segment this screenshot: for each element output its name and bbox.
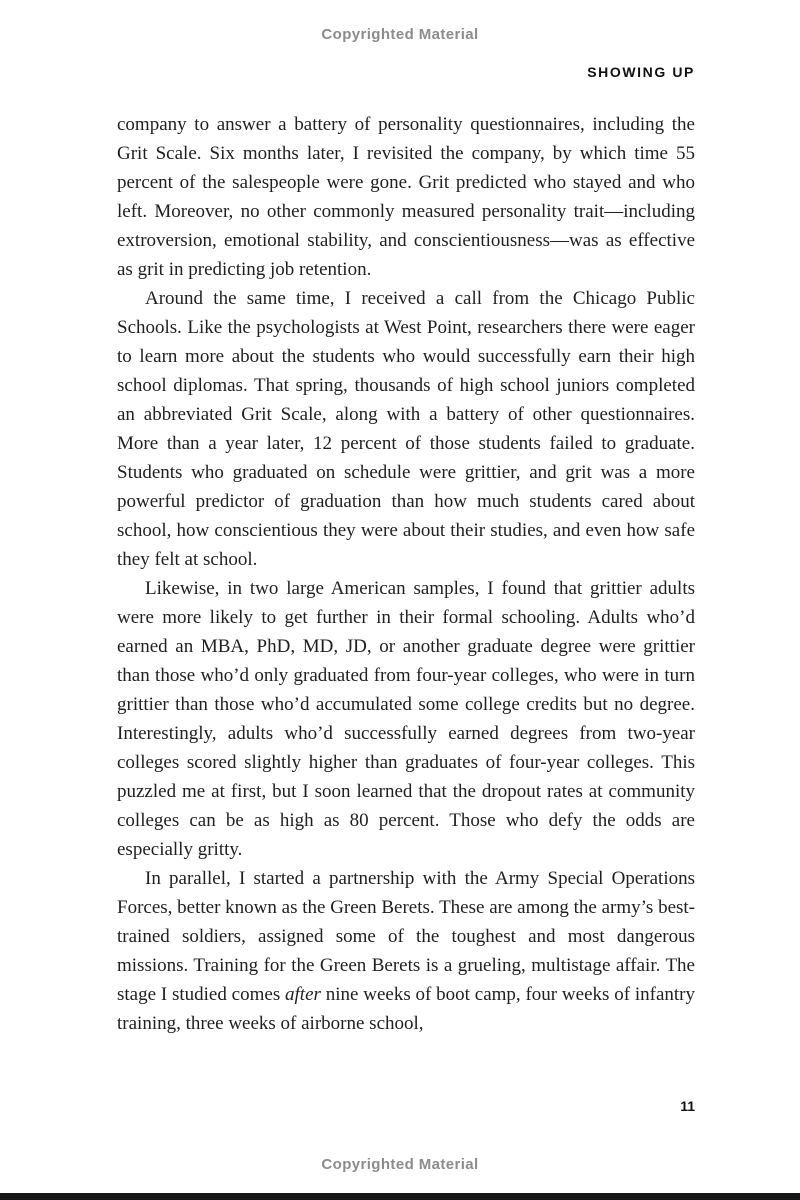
paragraph: [117, 864, 695, 1038]
copyright-notice-top: Copyrighted Material: [321, 26, 479, 43]
text-run: nine weeks of boot camp, four weeks of infantry training, three weeks of airborne school,: [117, 984, 695, 1034]
paragraph: [117, 110, 695, 284]
text-run: company to answer a battery of personality questionnaires, including the Grit Scale. Six months later, I revisited the company, by which time 55 percent of the salespeople were gone. Grit predicted who stayed and who left. Moreover, no other commonly measured personality trait—including extroversion, emotional stability, and conscientiousness—was as effective as grit in predicting job retention.: [117, 114, 695, 280]
text-run: Around the same time, I received a call from the Chicago Public Schools. Like the psychologists at West Point, researchers there were eager to learn more about the students who would successfully earn their high school diplomas. That spring, thousands of high school juniors completed an abbreviated Grit Scale, along with a battery of other questionnaires. More than a year later, 12 percent of those students failed to graduate. Students who graduated on schedule were grittier, and grit was a more powerful predictor of graduation than how much students cared about school, how conscientious they were about their studies, and even how safe they felt at school.: [117, 288, 695, 570]
scan-edge-bar: [0, 1193, 800, 1200]
italic-text-run: after: [285, 984, 321, 1005]
paragraph: [117, 284, 695, 574]
text-run: In parallel, I started a partnership with the Army Special Operations Forces, better known as the Green Berets. These are among the army’s best-trained soldiers, assigned some of the toughest and most dangerous missions. Training for the Green Berets is a grueling, multistage affair. The stage I studied comes: [117, 868, 695, 1005]
page-number: 11: [680, 1098, 695, 1114]
body-text: [117, 110, 695, 1038]
running-header: SHOWING UP: [587, 64, 695, 80]
paragraph: [117, 574, 695, 864]
copyright-notice-bottom: Copyrighted Material: [321, 1156, 479, 1173]
text-run: Likewise, in two large American samples, I found that grittier adults were more likely to get further in their formal schooling. Adults who’d earned an MBA, PhD, MD, JD, or another graduate degree were grittier than those who’d only graduated from four-year colleges, who were in turn grittier than those who’d accumulated some college credits but no degree. Interestingly, adults who’d successfully earned degrees from two-year colleges scored slightly higher than graduates of four-year colleges. This puzzled me at first, but I soon learned that the dropout rates at community colleges can be as high as 80 percent. Those who defy the odds are especially gritty.: [117, 578, 695, 860]
